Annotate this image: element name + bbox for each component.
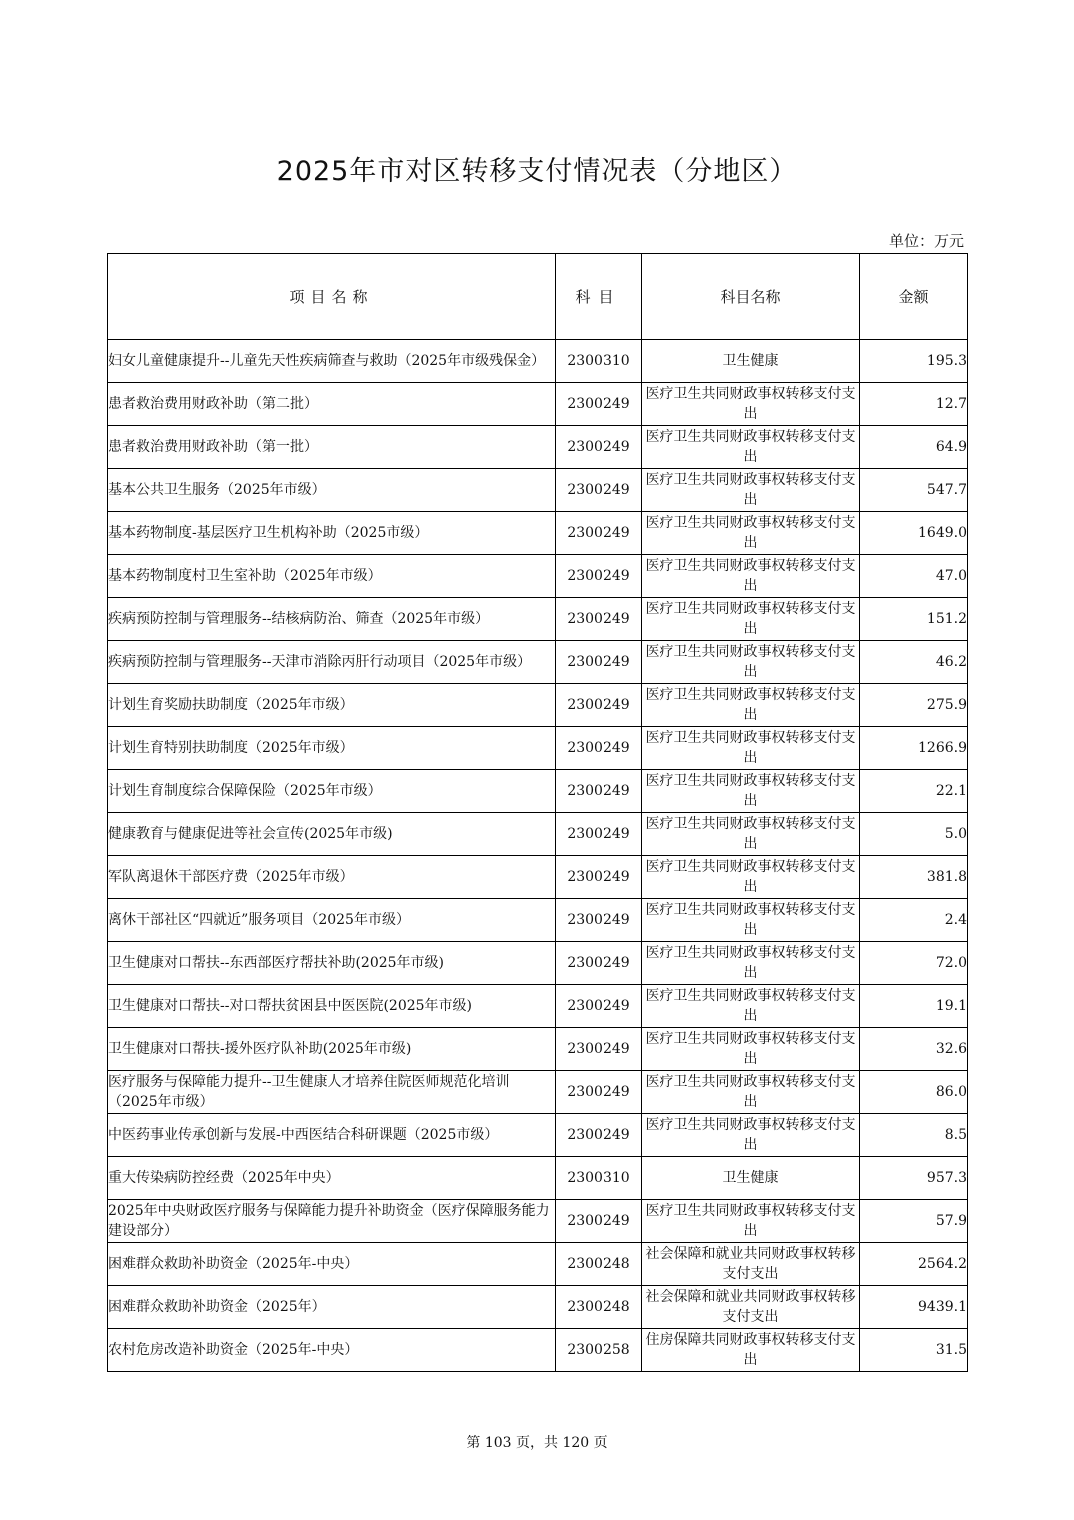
project-name-cell: 2025年中央财政医疗服务与保障能力提升补助资金（医疗保障服务能力建设部分）	[108, 1200, 556, 1243]
header-amount: 金额	[860, 254, 968, 340]
subject-code-cell: 2300249	[556, 813, 642, 856]
project-name-cell: 基本药物制度村卫生室补助（2025年市级）	[108, 555, 556, 598]
project-name-cell: 军队离退休干部医疗费（2025年市级）	[108, 856, 556, 899]
table-row	[108, 512, 968, 555]
table-row	[108, 1028, 968, 1071]
subject-name-cell: 医疗卫生共同财政事权转移支付支出	[642, 1114, 860, 1157]
header-subject-name: 科目名称	[642, 254, 860, 340]
amount-cell: 957.3	[860, 1157, 968, 1200]
subject-name-cell: 社会保障和就业共同财政事权转移支付支出	[642, 1286, 860, 1329]
amount-cell: 86.0	[860, 1071, 968, 1114]
table-row	[108, 1071, 968, 1114]
table-row	[108, 641, 968, 684]
project-name-cell: 困难群众救助补助资金（2025年）	[108, 1286, 556, 1329]
project-name-cell: 卫生健康对口帮扶--东西部医疗帮扶补助(2025年市级)	[108, 942, 556, 985]
subject-code-cell: 2300249	[556, 727, 642, 770]
table-row	[108, 813, 968, 856]
subject-name-cell: 医疗卫生共同财政事权转移支付支出	[642, 727, 860, 770]
project-name-cell: 计划生育制度综合保障保险（2025年市级）	[108, 770, 556, 813]
amount-cell: 1266.9	[860, 727, 968, 770]
table-row	[108, 1286, 968, 1329]
table-row	[108, 684, 968, 727]
amount-cell: 547.7	[860, 469, 968, 512]
subject-name-cell: 医疗卫生共同财政事权转移支付支出	[642, 555, 860, 598]
project-name-cell: 卫生健康对口帮扶--对口帮扶贫困县中医医院(2025年市级)	[108, 985, 556, 1028]
project-name-cell: 患者救治费用财政补助（第二批）	[108, 383, 556, 426]
amount-cell: 2.4	[860, 899, 968, 942]
amount-cell: 151.2	[860, 598, 968, 641]
project-name-cell: 农村危房改造补助资金（2025年-中央）	[108, 1329, 556, 1372]
table-row	[108, 340, 968, 383]
subject-code-cell: 2300249	[556, 856, 642, 899]
subject-code-cell: 2300310	[556, 1157, 642, 1200]
subject-name-cell: 医疗卫生共同财政事权转移支付支出	[642, 598, 860, 641]
subject-code-cell: 2300249	[556, 598, 642, 641]
project-name-cell: 离休干部社区“四就近”服务项目（2025年市级）	[108, 899, 556, 942]
subject-code-cell: 2300249	[556, 512, 642, 555]
subject-code-cell: 2300249	[556, 1071, 642, 1114]
subject-name-cell: 医疗卫生共同财政事权转移支付支出	[642, 469, 860, 512]
amount-cell: 381.8	[860, 856, 968, 899]
project-name-cell: 中医药事业传承创新与发展-中西医结合科研课题（2025市级）	[108, 1114, 556, 1157]
amount-cell: 64.9	[860, 426, 968, 469]
table-row	[108, 469, 968, 512]
subject-name-cell: 医疗卫生共同财政事权转移支付支出	[642, 856, 860, 899]
subject-name-cell: 医疗卫生共同财政事权转移支付支出	[642, 813, 860, 856]
table-row	[108, 1329, 968, 1372]
subject-name-cell: 医疗卫生共同财政事权转移支付支出	[642, 1028, 860, 1071]
amount-cell: 2564.2	[860, 1243, 968, 1286]
table-row	[108, 555, 968, 598]
subject-code-cell: 2300248	[556, 1243, 642, 1286]
amount-cell: 32.6	[860, 1028, 968, 1071]
table-row	[108, 1114, 968, 1157]
table-row	[108, 383, 968, 426]
subject-code-cell: 2300249	[556, 770, 642, 813]
subject-code-cell: 2300249	[556, 469, 642, 512]
amount-cell: 22.1	[860, 770, 968, 813]
subject-code-cell: 2300249	[556, 641, 642, 684]
amount-cell: 9439.1	[860, 1286, 968, 1329]
amount-cell: 12.7	[860, 383, 968, 426]
amount-cell: 47.0	[860, 555, 968, 598]
subject-name-cell: 卫生健康	[642, 340, 860, 383]
subject-code-cell: 2300249	[556, 426, 642, 469]
subject-code-cell: 2300249	[556, 1200, 642, 1243]
amount-cell: 275.9	[860, 684, 968, 727]
project-name-cell: 健康教育与健康促进等社会宣传(2025年市级)	[108, 813, 556, 856]
amount-cell: 57.9	[860, 1200, 968, 1243]
amount-cell: 1649.0	[860, 512, 968, 555]
table-body	[108, 340, 968, 1372]
amount-cell: 195.3	[860, 340, 968, 383]
amount-cell: 5.0	[860, 813, 968, 856]
project-name-cell: 计划生育特别扶助制度（2025年市级）	[108, 727, 556, 770]
subject-code-cell: 2300249	[556, 942, 642, 985]
project-name-cell: 疾病预防控制与管理服务--结核病防治、筛查（2025年市级）	[108, 598, 556, 641]
subject-name-cell: 医疗卫生共同财政事权转移支付支出	[642, 383, 860, 426]
subject-name-cell: 医疗卫生共同财政事权转移支付支出	[642, 512, 860, 555]
subject-name-cell: 医疗卫生共同财政事权转移支付支出	[642, 985, 860, 1028]
subject-name-cell: 医疗卫生共同财政事权转移支付支出	[642, 426, 860, 469]
subject-name-cell: 卫生健康	[642, 1157, 860, 1200]
header-row	[108, 254, 968, 340]
amount-cell: 72.0	[860, 942, 968, 985]
subject-name-cell: 医疗卫生共同财政事权转移支付支出	[642, 684, 860, 727]
page-footer: 第 103 页，共 120 页	[466, 1435, 608, 1451]
table-row	[108, 942, 968, 985]
project-name-cell: 妇女儿童健康提升--儿童先天性疾病筛查与救助（2025年市级残保金）	[108, 340, 556, 383]
subject-code-cell: 2300248	[556, 1286, 642, 1329]
subject-code-cell: 2300249	[556, 684, 642, 727]
project-name-cell: 基本药物制度-基层医疗卫生机构补助（2025市级）	[108, 512, 556, 555]
table-row	[108, 1157, 968, 1200]
subject-code-cell: 2300249	[556, 1028, 642, 1071]
project-name-cell: 困难群众救助补助资金（2025年-中央）	[108, 1243, 556, 1286]
unit-label: 单位：万元	[888, 232, 964, 250]
table-row	[108, 856, 968, 899]
subject-name-cell: 住房保障共同财政事权转移支付支出	[642, 1329, 860, 1372]
subject-code-cell: 2300249	[556, 1114, 642, 1157]
table-row	[108, 1243, 968, 1286]
table-row	[108, 899, 968, 942]
table-row	[108, 770, 968, 813]
subject-code-cell: 2300249	[556, 899, 642, 942]
table-row	[108, 985, 968, 1028]
page-title: 2025年市对区转移支付情况表（分地区）	[276, 156, 798, 187]
subject-name-cell: 社会保障和就业共同财政事权转移支付支出	[642, 1243, 860, 1286]
header-project-name: 项目名称	[108, 254, 556, 340]
amount-cell: 19.1	[860, 985, 968, 1028]
project-name-cell: 卫生健康对口帮扶-援外医疗队补助(2025年市级)	[108, 1028, 556, 1071]
table-row	[108, 727, 968, 770]
subject-code-cell: 2300249	[556, 985, 642, 1028]
subject-name-cell: 医疗卫生共同财政事权转移支付支出	[642, 1071, 860, 1114]
transfer-table	[107, 253, 968, 1372]
table-row	[108, 1200, 968, 1243]
header-subject-code: 科目	[556, 254, 642, 340]
amount-cell: 46.2	[860, 641, 968, 684]
table-row	[108, 598, 968, 641]
subject-code-cell: 2300310	[556, 340, 642, 383]
subject-name-cell: 医疗卫生共同财政事权转移支付支出	[642, 641, 860, 684]
project-name-cell: 医疗服务与保障能力提升--卫生健康人才培养住院医师规范化培训（2025年市级）	[108, 1071, 556, 1114]
subject-code-cell: 2300249	[556, 383, 642, 426]
subject-name-cell: 医疗卫生共同财政事权转移支付支出	[642, 899, 860, 942]
project-name-cell: 患者救治费用财政补助（第一批）	[108, 426, 556, 469]
table-row	[108, 426, 968, 469]
amount-cell: 8.5	[860, 1114, 968, 1157]
subject-code-cell: 2300249	[556, 555, 642, 598]
project-name-cell: 重大传染病防控经费（2025年中央）	[108, 1157, 556, 1200]
table-header	[108, 254, 968, 340]
project-name-cell: 计划生育奖励扶助制度（2025年市级）	[108, 684, 556, 727]
subject-name-cell: 医疗卫生共同财政事权转移支付支出	[642, 770, 860, 813]
project-name-cell: 基本公共卫生服务（2025年市级）	[108, 469, 556, 512]
amount-cell: 31.5	[860, 1329, 968, 1372]
subject-code-cell: 2300258	[556, 1329, 642, 1372]
subject-name-cell: 医疗卫生共同财政事权转移支付支出	[642, 942, 860, 985]
subject-name-cell: 医疗卫生共同财政事权转移支付支出	[642, 1200, 860, 1243]
project-name-cell: 疾病预防控制与管理服务--天津市消除丙肝行动项目（2025年市级）	[108, 641, 556, 684]
